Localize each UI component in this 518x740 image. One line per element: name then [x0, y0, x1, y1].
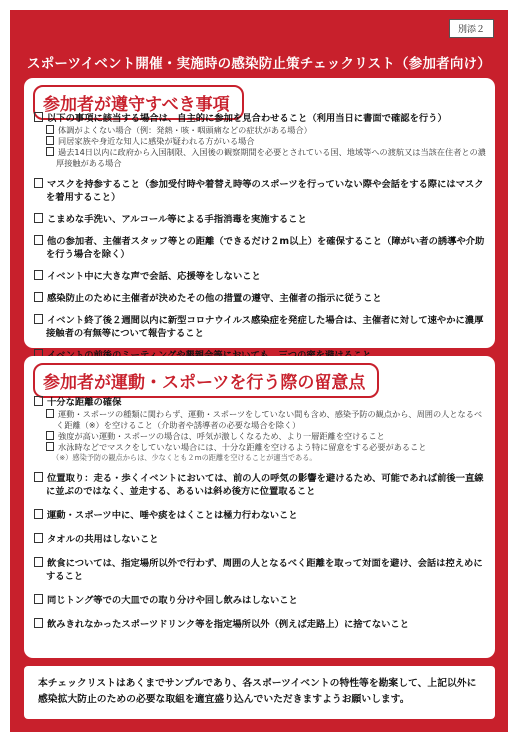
section-heading: 参加者が運動・スポーツを行う際の留意点: [33, 363, 379, 398]
checkbox-icon: [34, 178, 43, 188]
check-item: [34, 533, 487, 546]
exercise-notes-panel: [24, 356, 495, 658]
sub-item-text: 過去14日以内に政府から入国制限、入国後の観察期間を必要とされている国、地域等への渡航又は当該在住者との濃厚接触がある場合: [56, 147, 486, 168]
footnote: （※）感染予防の観点からは、少なくとも２mの距離を空けることが適当である。: [52, 453, 317, 462]
checkbox-icon: [34, 235, 43, 245]
check-item: [34, 618, 487, 631]
item-text: 以下の事項に該当する場合は、自主的に参加を見合わせること（利用当日に書面で確認を行う）: [47, 113, 447, 124]
check-item: [34, 270, 487, 283]
sub-item: [34, 431, 487, 442]
participant-rules-panel: [24, 78, 495, 348]
sub-item-text: 運動・スポーツの種類に関わらず、運動・スポーツをしていない間も含め、感染予防の観点から、周囲の人となるべく距離（※）を空けること（介助者や誘導者の必要な場合を除く）: [56, 409, 483, 430]
checkbox-icon: [46, 431, 54, 440]
item-text: 他の参加者、主催者スタッフ等との距離（できるだけ２m以上）を確保すること（障がい者の誘導や介助を行う場合を除く）: [46, 236, 485, 260]
checkbox-icon: [34, 618, 43, 628]
check-item: [34, 396, 487, 409]
checkbox-icon: [34, 314, 43, 324]
item-text: 十分な距離の確保: [47, 397, 122, 408]
item-text: マスクを持参すること（参加受付時や着替え時等のスポーツを行っていない際や会話をする際にはマスクを着用すること）: [46, 179, 484, 203]
item-text: イベント終了後２週間以内に新型コロナウイルス感染症を発症した場合は、主催者に対して速やかに濃厚接触者の有無等について報告すること: [46, 315, 484, 339]
page-title: スポーツイベント開催・実施時の感染防止策チェックリスト（参加者向け）: [27, 56, 491, 72]
sub-item: [34, 442, 487, 453]
item-text: 運動・スポーツ中に、唾や痰をはくことは極力行わないこと: [47, 510, 298, 521]
check-item: [34, 557, 487, 583]
check-item: [34, 112, 487, 125]
checkbox-icon: [34, 472, 43, 482]
checkbox-icon: [34, 509, 43, 519]
checkbox-icon: [34, 533, 43, 543]
check-item: [34, 292, 487, 305]
checkbox-icon: [46, 409, 54, 418]
sub-item-text: 強度が高い運動・スポーツの場合は、呼気が激しくなるため、より一層距離を空けること: [58, 431, 385, 441]
checklist-frame: [10, 10, 508, 732]
item-text: 飲食については、指定場所以外で行わず、周囲の人となるべく距離を取って対面を避け、会話は控えめにすること: [46, 558, 483, 582]
check-item: [34, 314, 487, 340]
checkbox-icon: [46, 442, 54, 451]
checkbox-icon: [34, 213, 43, 223]
check-item: [34, 472, 487, 498]
item-text: 位置取り：走る・歩くイベントにおいては、前の人の呼気の影響を避けるため、可能であれば前後一直線に並ぶのではなく、並走する、あるいは斜め後方に位置取ること: [46, 473, 484, 497]
check-item: [34, 213, 487, 226]
check-item: [34, 235, 487, 261]
sub-item: [34, 147, 487, 169]
item-text: イベント中に大きな声で会話、応援等をしないこと: [47, 271, 261, 282]
sub-item: [34, 409, 487, 431]
checkbox-icon: [34, 292, 43, 302]
attachment-tag: 別添２: [449, 19, 494, 38]
checkbox-icon: [46, 136, 54, 145]
checkbox-icon: [34, 557, 43, 567]
sub-item-text: 体調がよくない場合（例：発熱・咳・咽頭痛などの症状がある場合）: [58, 125, 312, 135]
item-text: 感染防止のために主催者が決めたその他の措置の遵守、主催者の指示に従うこと: [47, 293, 382, 304]
checkbox-icon: [34, 270, 43, 280]
checklist: [34, 396, 487, 631]
sub-item-text: 水泳時などでマスクをしていない場合には、十分な距離を空けるよう特に留意をする必要があること: [58, 442, 427, 452]
sub-item: [34, 125, 487, 136]
checkbox-icon: [34, 396, 43, 406]
item-text: 同じトング等での大皿での取り分けや回し飲みはしないこと: [47, 595, 298, 606]
item-text: 飲みきれなかったスポーツドリンク等を指定場所以外（例えば走路上）に捨てないこと: [47, 619, 410, 630]
check-item: [34, 178, 487, 204]
closing-note: 本チェックリストはあくまでサンプルであり、各スポーツイベントの特性等を勘案して、上記以外に感染拡大防止のための必要な取組を適宜盛り込んでいただきますようお願いします。: [38, 678, 477, 705]
checkbox-icon: [46, 125, 54, 134]
sub-item: [34, 136, 487, 147]
item-text: タオルの共用はしないこと: [47, 534, 159, 545]
check-item: [34, 594, 487, 607]
sub-item-text: 同居家族や身近な知人に感染が疑われる方がいる場合: [58, 136, 255, 146]
closing-note-panel: [24, 666, 495, 719]
checklist: [34, 112, 487, 362]
checkbox-icon: [46, 147, 54, 156]
checkbox-icon: [34, 112, 43, 122]
check-item: [34, 509, 487, 522]
section-heading: 参加者が遵守すべき事項: [33, 85, 244, 120]
checkbox-icon: [34, 594, 43, 604]
item-text: こまめな手洗い、アルコール等による手指消毒を実施すること: [47, 214, 307, 225]
